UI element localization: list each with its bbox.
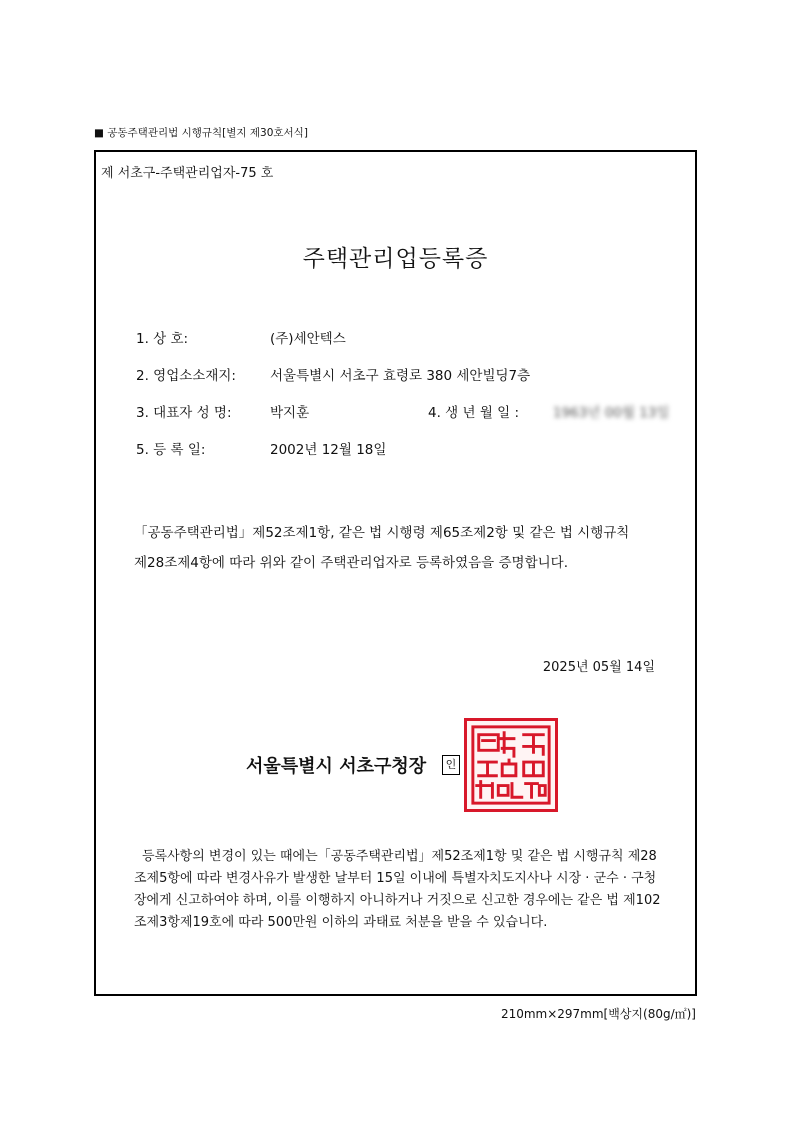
issuer-name: 서울특별시 서초구청장 [246, 756, 427, 777]
official-seal-stamp [464, 718, 558, 812]
business-name-value: (주)세안텍스 [270, 331, 346, 347]
address-value: 서울특별시 서초구 효령로 380 세안빌딩7층 [270, 368, 531, 384]
change-notice: 등록사항의 변경이 있는 때에는「공동주택관리법」제52조제1항 및 같은 법 시행규칙 제28조제5항에 따라 변경사유가 발생한 날부터 15일 이내에 특별자치도지사나 시장 · 군수 · 구청장에게 신고하여야 하며, 이를 이행하지 아니하거나 거짓으로 신고한 경우에는 같은 법 제102조제3항제19호에 따라 500만원 이하의 과태료 처분을 받을 수 있습니다. [134, 849, 661, 930]
issue-date: 2025년 05월 14일 [542, 660, 655, 675]
seal-stamp-graphic [467, 721, 555, 809]
paper-specification: 210mm×297mm[백상지(80g/㎡)] [500, 1007, 696, 1021]
representative-value: 박지훈 [270, 405, 310, 421]
certificate-title: 주택관리업등록증 [302, 246, 489, 272]
registration-date-value: 2002년 12월 18일 [270, 442, 387, 458]
statement-line-2: 제28조제4항에 따라 위와 같이 주택관리업자로 등록하였음을 증명합니다. [134, 555, 568, 571]
representative-label: 3. 대표자 성 명: [136, 405, 232, 421]
registration-number: 제 서초구-주택관리업자-75 호 [101, 166, 274, 181]
form-reference: ■ 공동주택관리법 시행규칙[별지 제30호서식] [94, 127, 308, 139]
birth-date-label: 4. 생 년 월 일 : [428, 405, 520, 421]
certificate-frame [94, 150, 697, 996]
certification-statement [134, 518, 674, 578]
address-label: 2. 영업소소재지: [136, 368, 236, 384]
registration-date-label: 5. 등 록 일: [136, 442, 206, 458]
statement-line-1: 「공동주택관리법」제52조제1항, 같은 법 시행령 제65조제2항 및 같은 법 시행규칙 [134, 525, 630, 541]
seal-mark-box: 인 [442, 755, 460, 775]
birth-date-value: 1963년 00월 13일 [553, 405, 670, 421]
business-name-label: 1. 상 호: [136, 331, 189, 347]
